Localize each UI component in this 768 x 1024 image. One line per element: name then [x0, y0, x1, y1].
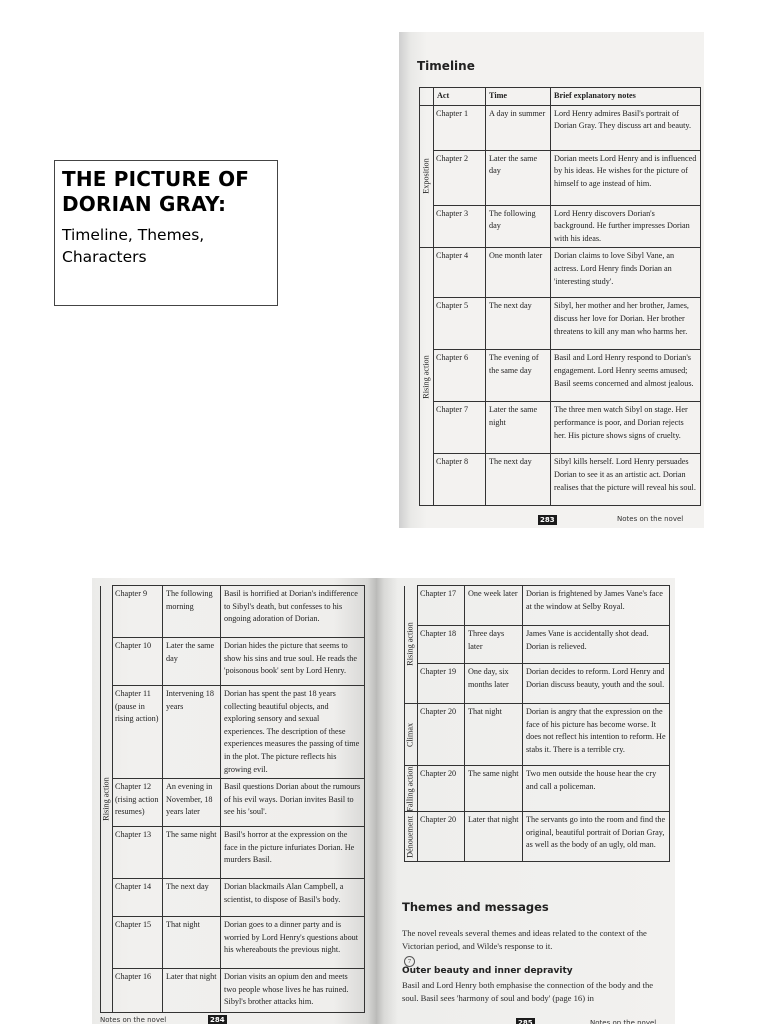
notes-cell: Basil and Lord Henry respond to Dorian's engagement. Lord Henry seems amused; Basil seems concerned and almost jealous.: [551, 350, 701, 402]
act-cell: Chapter 8: [434, 454, 486, 506]
table-row: [101, 879, 365, 917]
section-cell: [405, 704, 418, 766]
table-header-row: [420, 88, 701, 106]
section-cell: [420, 105, 434, 248]
notes-cell: Dorian goes to a dinner party and is worried by Lord Henry's questions about his whereabouts the previous night.: [221, 917, 365, 969]
time-cell: The next day: [486, 298, 551, 350]
time-cell: Three days later: [465, 626, 523, 664]
act-cell: Chapter 7: [434, 402, 486, 454]
time-cell: Intervening 18 years: [163, 686, 221, 779]
timeline-page-285: [376, 578, 675, 1024]
table-row: [420, 402, 701, 454]
notes-cell: Dorian claims to love Sibyl Vane, an actress. Lord Henry finds Dorian an 'interesting study'.: [551, 248, 701, 298]
act-cell: Chapter 15: [113, 917, 163, 969]
section-cell: [405, 586, 418, 704]
time-cell: One month later: [486, 248, 551, 298]
table-row: [420, 454, 701, 506]
section-label: Rising action: [421, 355, 431, 399]
table-row: [420, 150, 701, 205]
section-cell: [405, 812, 418, 862]
table-row: [420, 105, 701, 150]
table-row: [405, 626, 670, 664]
themes-intro: The novel reveals several themes and ideas related to the context of the Victorian period, and Wilde's response to it.: [402, 928, 647, 951]
timeline-page-284: [92, 578, 376, 1024]
table-row: [405, 812, 670, 862]
table-row: [101, 827, 365, 879]
time-cell: An evening in November, 18 years later: [163, 779, 221, 827]
notes-cell: Two men outside the house hear the cry and call a policeman.: [523, 766, 670, 812]
time-cell: Later that night: [465, 812, 523, 862]
notes-cell: The servants go into the room and find the original, beautiful portrait of Dorian Gray, as well as the body of an ugly, old man.: [523, 812, 670, 862]
table-row: [101, 779, 365, 827]
notes-cell: Basil questions Dorian about the rumours of his evil ways. Dorian invites Basil to see his 'soul'.: [221, 779, 365, 827]
time-cell: The evening of the same day: [486, 350, 551, 402]
act-cell: Chapter 6: [434, 350, 486, 402]
annotation-circle: 7: [404, 956, 415, 967]
act-cell: Chapter 20: [418, 766, 465, 812]
notes-cell: Sibyl, her mother and her brother, James, discuss her love for Dorian. Her brother threatens to kill any man who harms her.: [551, 298, 701, 350]
title-card: [54, 160, 278, 306]
notes-cell: Dorian visits an opium den and meets two people whose lives he has ruined. Sibyl's brother attacks him.: [221, 969, 365, 1013]
section-label: Dénouement: [405, 815, 415, 858]
table-row: [420, 205, 701, 248]
page-footer: Notes on the novel: [100, 1016, 167, 1024]
act-cell: Chapter 11 (pause in rising action): [113, 686, 163, 779]
table-row: [101, 638, 365, 686]
notes-cell: Sibyl kills herself. Lord Henry persuades Dorian to see it as an artistic act. Dorian realises that the picture will reveal his soul.: [551, 454, 701, 506]
section-label: Falling action: [405, 765, 415, 812]
notes-cell: Dorian meets Lord Henry and is influenced by his ideas. He wishes for the picture of himself to age instead of him.: [551, 150, 701, 205]
section-cell: [405, 766, 418, 812]
table-row: [420, 298, 701, 350]
column-header: Brief explanatory notes: [551, 88, 701, 106]
page-number: 284: [210, 1016, 225, 1024]
act-cell: Chapter 13: [113, 827, 163, 879]
section-cell: [101, 586, 113, 1013]
timeline-table-continued: [100, 585, 365, 1013]
time-cell: The following morning: [163, 586, 221, 638]
table-row: [420, 350, 701, 402]
act-cell: Chapter 5: [434, 298, 486, 350]
act-cell: Chapter 2: [434, 150, 486, 205]
table-row: [420, 248, 701, 298]
time-cell: The same night: [465, 766, 523, 812]
time-cell: One day, six months later: [465, 664, 523, 704]
time-cell: Later that night: [163, 969, 221, 1013]
time-cell: One week later: [465, 586, 523, 626]
timeline-page-283: [399, 32, 704, 528]
notes-cell: Basil is horrified at Dorian's indifference to Sibyl's death, but confesses to his ongoing adoration of Dorian.: [221, 586, 365, 638]
act-cell: Chapter 20: [418, 704, 465, 766]
table-row: [405, 664, 670, 704]
column-header: Act: [434, 88, 486, 106]
column-header: Time: [486, 88, 551, 106]
notes-cell: Lord Henry admires Basil's portrait of Dorian Gray. They discuss art and beauty.: [551, 105, 701, 150]
theme-body-text: Basil and Lord Henry both emphasise the connection of the body and the soul. Basil sees 'harmony of soul and body' (page 16) in: [402, 980, 654, 1003]
time-cell: The next day: [486, 454, 551, 506]
act-cell: Chapter 19: [418, 664, 465, 704]
time-cell: Later the same night: [486, 402, 551, 454]
act-cell: Chapter 9: [113, 586, 163, 638]
notes-cell: Dorian is frightened by James Vane's face at the window at Selby Royal.: [523, 586, 670, 626]
themes-heading: Themes and messages: [402, 900, 549, 914]
act-cell: Chapter 12 (rising action resumes): [113, 779, 163, 827]
page-number: 285: [516, 1018, 535, 1024]
table-row: [405, 704, 670, 766]
table-row: [101, 686, 365, 779]
table-row: [101, 586, 365, 638]
notes-cell: Dorian is angry that the expression on the face of his picture has become worse. It does not reflect his intention to reform. He stabs it. There is a terrible cry.: [523, 704, 670, 766]
notes-cell: Lord Henry discovers Dorian's background. He further impresses Dorian with his ideas.: [551, 205, 701, 248]
act-cell: Chapter 3: [434, 205, 486, 248]
notes-cell: Dorian blackmails Alan Campbell, a scientist, to dispose of Basil's body.: [221, 879, 365, 917]
time-cell: Later the same day: [163, 638, 221, 686]
time-cell: The next day: [163, 879, 221, 917]
section-cell: [420, 248, 434, 506]
notes-cell: The three men watch Sibyl on stage. Her performance is poor, and Dorian rejects her. His picture shows signs of cruelty.: [551, 402, 701, 454]
table-row: [101, 969, 365, 1013]
section-label: Climax: [405, 722, 415, 747]
time-cell: A day in summer: [486, 105, 551, 150]
table-row: [405, 766, 670, 812]
notes-cell: James Vane is accidentally shot dead. Dorian is relieved.: [523, 626, 670, 664]
notes-cell: Dorian has spent the past 18 years collecting beautiful objects, and exploring sensory and sexual experiences. The description of these experiences measures the passing of time in the plot. The picture reflects his growing evil.: [221, 686, 365, 779]
theme-subheading: Outer beauty and inner depravity: [402, 966, 573, 976]
time-cell: The same night: [163, 827, 221, 879]
page-number: 283: [540, 516, 555, 524]
page-footer: Notes on the novel: [617, 515, 684, 523]
act-cell: Chapter 1: [434, 105, 486, 150]
time-cell: That night: [163, 917, 221, 969]
notes-cell: Dorian decides to reform. Lord Henry and Dorian discuss beauty, youth and the soul.: [523, 664, 670, 704]
section-label: Rising action: [101, 777, 111, 821]
act-cell: Chapter 16: [113, 969, 163, 1013]
time-cell: That night: [465, 704, 523, 766]
timeline-heading: Timeline: [417, 59, 475, 73]
time-cell: The following day: [486, 205, 551, 248]
section-label: Rising action: [405, 622, 415, 666]
notes-cell: Dorian hides the picture that seems to show his sins and true soul. He reads the 'poisonous book' sent by Lord Henry.: [221, 638, 365, 686]
act-cell: Chapter 10: [113, 638, 163, 686]
act-cell: Chapter 18: [418, 626, 465, 664]
document-subtitle: Timeline, Themes, Characters: [62, 226, 205, 266]
act-cell: Chapter 14: [113, 879, 163, 917]
timeline-table: [419, 87, 701, 506]
table-row: [101, 917, 365, 969]
act-cell: Chapter 20: [418, 812, 465, 862]
timeline-table-final: [404, 585, 670, 862]
time-cell: Later the same day: [486, 150, 551, 205]
section-label: Exposition: [421, 158, 431, 195]
notes-cell: Basil's horror at the expression on the face in the picture infuriates Dorian. He murders Basil.: [221, 827, 365, 879]
act-cell: Chapter 4: [434, 248, 486, 298]
act-cell: Chapter 17: [418, 586, 465, 626]
table-row: [405, 586, 670, 626]
document-title: THE PICTURE OF DORIAN GRAY:: [62, 167, 250, 216]
page-footer: Notes on the novel: [590, 1019, 657, 1024]
